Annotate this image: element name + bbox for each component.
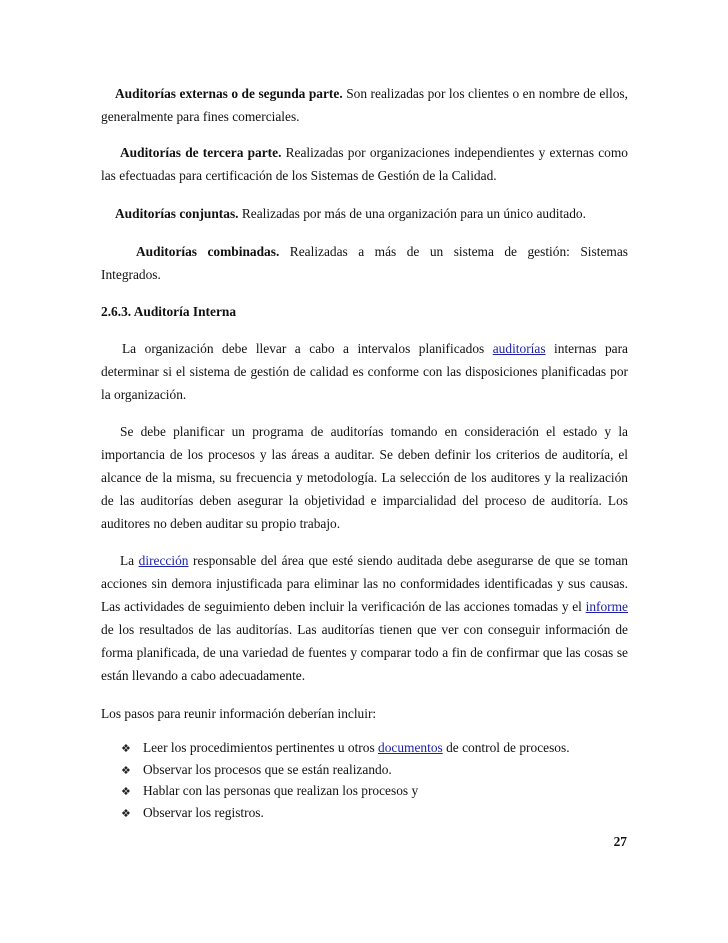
- term-auditorias-externas: Auditorías externas o de segunda parte.: [115, 86, 343, 101]
- step-1-after: de control de procesos.: [442, 740, 570, 755]
- steps-list: [101, 738, 628, 824]
- step-1-before: Leer los procedimientos pertinentes u otros: [143, 740, 379, 755]
- diamond-bullet-icon: ❖: [121, 806, 131, 820]
- list-item-text: Observar los registros.: [143, 804, 264, 820]
- paragraph-auditorias-externas: [101, 82, 628, 128]
- term-auditorias-combinadas: Auditorías combinadas.: [136, 244, 280, 259]
- section-heading: 2.6.3. Auditoría Interna: [101, 304, 237, 319]
- link-documentos[interactable]: documentos: [378, 740, 443, 755]
- term-auditorias-tercera-parte: Auditorías de tercera parte.: [120, 145, 282, 160]
- list-item-text: Hablar con las personas que realizan los procesos y: [143, 783, 419, 798]
- list-item-text: Observar los procesos que se están realizando.: [143, 761, 392, 777]
- link-informe[interactable]: informe: [585, 599, 628, 614]
- diamond-bullet-icon: ❖: [121, 763, 131, 777]
- text-auditorias-conjuntas: Realizadas por más de una organización para un único auditado.: [238, 206, 586, 221]
- text-interna-after: internas para determinar si el sistema de gestión de calidad es conforme con las disposiciones planificadas por la organización.: [101, 341, 628, 402]
- link-direccion[interactable]: dirección: [138, 553, 189, 568]
- page-number: 27: [613, 834, 627, 849]
- paragraph-auditorias-conjuntas: [101, 202, 628, 225]
- paragraph-programa-auditorias: Se debe planificar un programa de auditorías tomando en consideración el estado y la importancia de los procesos y las áreas a auditar. Se deben definir los criterios de auditoría, el alcance de la misma, su frecuencia y metodología. La selección de los auditores y la realización de las auditorías deben asegurar la objetividad e imparcialidad del proceso de auditoría. Los auditores no deben auditar su propio trabajo.: [101, 424, 628, 531]
- text-direccion-before: La: [120, 553, 139, 568]
- text-direccion-middle: responsable del área que esté siendo auditada debe asegurarse de que se toman acciones sin demora injustificada para eliminar las no conformidades identificadas y sus causas. Las actividades de seguimiento deben incluir la verificación de las acciones tomadas y el: [101, 553, 628, 614]
- text-auditorias-tercera-parte: Realizadas por organizaciones independientes y externas como las efectuadas para certificación de los Sistemas de Gestión de la Calidad.: [101, 145, 628, 183]
- page-content: [101, 82, 628, 824]
- link-auditorias[interactable]: auditorías: [492, 341, 546, 356]
- text-direccion-after: de los resultados de las auditorías. Las auditorías tienen que ver con conseguir información de forma planificada, de una variedad de fuentes y comparar todo a fin de confirmar que las cosas se están llevando a cabo adecuadamente.: [101, 622, 628, 683]
- list-item: [121, 738, 628, 760]
- paragraph-pasos-intro: Los pasos para reunir información deberían incluir:: [101, 706, 377, 721]
- paragraph-auditoria-interna: [101, 337, 628, 406]
- text-auditorias-combinadas: Realizadas a más de un sistema de gestión: Sistemas Integrados.: [101, 244, 628, 282]
- list-item: [121, 760, 628, 782]
- list-item: [121, 781, 628, 803]
- text-interna-before: La organización debe llevar a cabo a intervalos planificados: [122, 341, 493, 356]
- diamond-bullet-icon: ❖: [121, 742, 131, 755]
- paragraph-auditorias-tercera-parte: [101, 141, 628, 187]
- paragraph-auditorias-combinadas: [101, 240, 628, 286]
- list-item: [121, 803, 628, 825]
- list-item-text: [143, 738, 570, 759]
- paragraph-direccion: [101, 549, 628, 687]
- term-auditorias-conjuntas: Auditorías conjuntas.: [115, 206, 239, 221]
- text-auditorias-externas: Son realizadas por los clientes o en nombre de ellos, generalmente para fines comerciales.: [101, 86, 628, 124]
- diamond-bullet-icon: ❖: [121, 785, 131, 798]
